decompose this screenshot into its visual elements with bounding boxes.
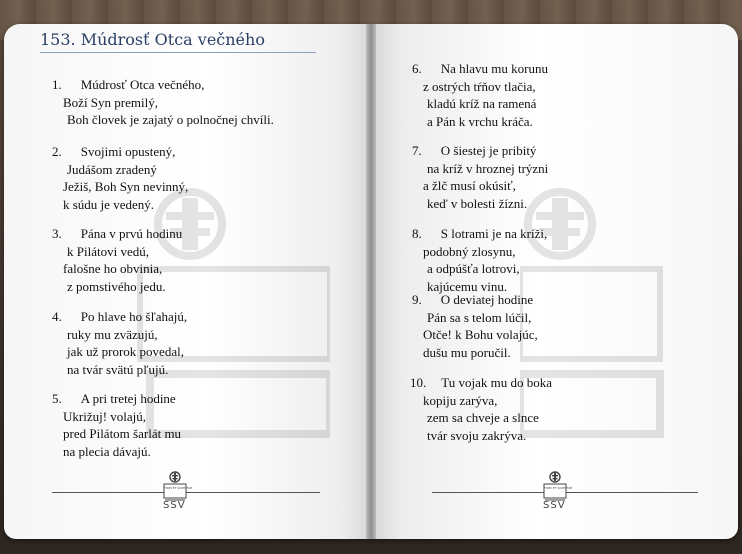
logo-motto: FIDEI ET SCIENTIÆ — [544, 486, 572, 490]
verse-number: 6. — [412, 61, 422, 76]
verse-line: kladú kríž na ramená — [427, 96, 537, 111]
verse-line: O šiestej je pribitý — [440, 143, 537, 158]
verse-line: A pri tretej hodine — [80, 391, 176, 406]
verse-line: a Pán k vrchu kráča. — [427, 113, 533, 129]
title-underline — [40, 52, 316, 53]
verse-2 — [52, 143, 188, 213]
verse-5 — [52, 390, 181, 460]
verse-9 — [412, 291, 538, 361]
verse-line: Pána v prvú hodinu — [80, 226, 183, 241]
left-footer-logo — [163, 471, 192, 513]
page-title: 153. Múdrosť Otca večného — [40, 30, 265, 49]
verse-number: 9. — [412, 292, 422, 307]
verse-line: S lotrami je na kríži, — [440, 226, 548, 241]
verse-number: 7. — [412, 143, 422, 158]
verse-number: 8. — [412, 226, 422, 241]
verse-number: 3. — [52, 226, 62, 241]
verse-line: Ukrižuj! volajú, — [63, 408, 147, 424]
verse-line: a žlč musí okúsiť, — [423, 178, 516, 193]
verse-line: Na hlavu mu korunu — [440, 61, 548, 76]
verse-line: Tu vojak mu do boka — [441, 375, 552, 390]
verse-line: falošne ho obvinia, — [63, 261, 163, 276]
right-footer-logo — [543, 471, 572, 513]
verse-number: 1. — [52, 77, 62, 92]
verse-line: Judášom zradený — [67, 161, 157, 177]
verse-number: 2. — [52, 144, 62, 159]
logo-motto: FIDEI ET SCIENTIÆ — [164, 486, 192, 490]
verse-line: jak už prorok povedal, — [67, 344, 184, 359]
book-spine — [366, 24, 376, 539]
verse-line: na kríž v hroznej trýzni — [427, 160, 549, 176]
verse-line: Pán sa s telom lúčil, — [427, 309, 532, 325]
verse-line: z pomstivého jedu. — [67, 278, 166, 294]
verse-line: Otče! k Bohu volajúc, — [423, 327, 538, 342]
verse-line: kopiju zarýva, — [423, 392, 498, 408]
verse-line: k súdu je vedený. — [63, 196, 154, 212]
verse-line: a odpúšťa lotrovi, — [427, 261, 520, 276]
verse-line: Ježiš, Boh Syn nevinný, — [63, 179, 189, 194]
verse-6 — [412, 60, 548, 130]
verse-line: Boh človek je zajatý o polnočnej chvíli. — [67, 112, 274, 127]
verse-10 — [410, 374, 552, 444]
verse-number: 10. — [410, 375, 427, 390]
verse-line: kajúcemu vinu. — [427, 278, 508, 294]
verse-line: O deviatej hodine — [440, 292, 534, 307]
verse-4 — [52, 308, 187, 378]
verse-line: Boží Syn premilý, — [63, 94, 158, 110]
verse-line: z ostrých tŕňov tlačia, — [423, 78, 536, 94]
logo-initials: SSV — [163, 500, 186, 511]
verse-line: keď v bolesti žízni. — [427, 195, 528, 211]
verse-line: pred Pilátom šarlát mu — [63, 426, 182, 441]
verse-line: na tvár svätú pľujú. — [67, 361, 169, 377]
verse-line: na plecia dávajú. — [63, 443, 151, 459]
verse-1 — [52, 76, 274, 129]
verse-line: Múdrosť Otca večného, — [80, 77, 205, 92]
verse-line: Svojimi opustený, — [80, 144, 176, 159]
verse-8 — [412, 225, 547, 295]
verse-number: 4. — [52, 309, 62, 324]
verse-line: dušu mu poručil. — [423, 344, 511, 360]
verse-7 — [412, 142, 548, 212]
verse-line: tvár svoju zakrýva. — [427, 427, 527, 443]
verse-line: Po hlave ho šľahajú, — [80, 309, 188, 324]
verse-line: k Pilátovi vedú, — [67, 243, 149, 259]
verse-number: 5. — [52, 391, 62, 406]
verse-line: zem sa chveje a slnce — [427, 410, 539, 425]
verse-line: podobný zlosynu, — [423, 243, 516, 259]
verse-3 — [52, 225, 182, 295]
verse-line: ruky mu zväzujú, — [67, 326, 158, 342]
logo-initials: SSV — [543, 500, 566, 511]
